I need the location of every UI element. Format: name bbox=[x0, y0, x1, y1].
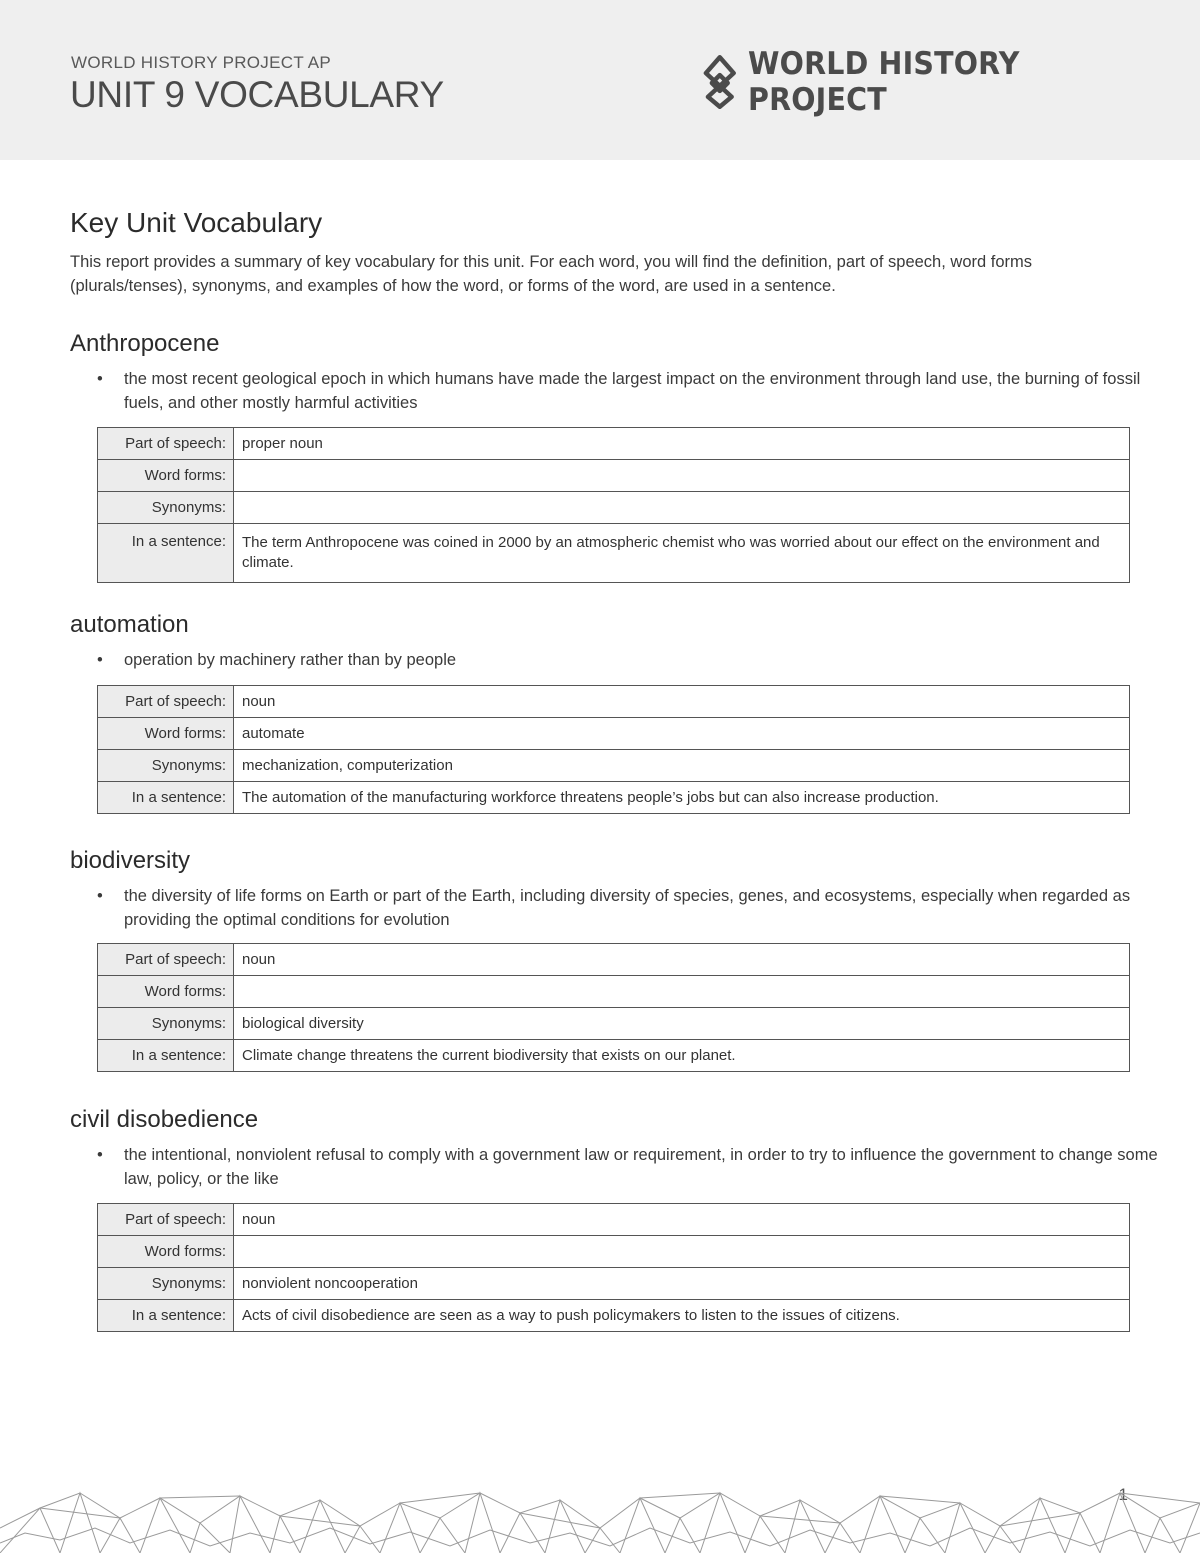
value-part-of-speech: noun bbox=[234, 686, 1130, 718]
label-part-of-speech: Part of speech: bbox=[98, 686, 234, 718]
table-row bbox=[98, 492, 1130, 524]
bullet-icon: • bbox=[97, 887, 103, 905]
definition-text: the diversity of life forms on Earth or part of the Earth, including diversity of species, genes, and ecosystems, especially when regarded as providing the optimal conditions for evolution bbox=[124, 887, 1131, 929]
definition-text: operation by machinery rather than by people bbox=[124, 651, 457, 669]
value-word-forms bbox=[234, 460, 1130, 492]
bullet-icon: • bbox=[97, 651, 103, 669]
table-row bbox=[98, 944, 1130, 976]
label-in-a-sentence: In a sentence: bbox=[98, 1300, 234, 1332]
table-row bbox=[98, 1008, 1130, 1040]
table-row bbox=[98, 1040, 1130, 1072]
page-number: 1 bbox=[1118, 1485, 1128, 1504]
label-in-a-sentence: In a sentence: bbox=[98, 1040, 234, 1072]
label-part-of-speech: Part of speech: bbox=[98, 1204, 234, 1236]
diamond-knot-logo-icon bbox=[700, 53, 740, 111]
value-part-of-speech: proper noun bbox=[234, 428, 1130, 460]
definition-text: the intentional, nonviolent refusal to comply with a government law or requirement, in order to try to influence the government to change some law, policy, or the like bbox=[124, 1146, 1158, 1188]
value-part-of-speech: noun bbox=[234, 1204, 1130, 1236]
label-word-forms: Word forms: bbox=[98, 976, 234, 1008]
vocab-table bbox=[97, 685, 1130, 814]
value-synonyms bbox=[234, 492, 1130, 524]
table-row bbox=[98, 460, 1130, 492]
brand-logo bbox=[700, 46, 1200, 118]
term-definition bbox=[97, 1143, 1164, 1191]
vocab-table bbox=[97, 1203, 1130, 1332]
term-heading: automation bbox=[70, 611, 189, 638]
page-title: Key Unit Vocabulary bbox=[70, 207, 323, 238]
table-row bbox=[98, 1268, 1130, 1300]
value-word-forms: automate bbox=[234, 718, 1130, 750]
label-synonyms: Synonyms: bbox=[98, 492, 234, 524]
term-heading: biodiversity bbox=[70, 847, 191, 874]
label-synonyms: Synonyms: bbox=[98, 1268, 234, 1300]
table-row bbox=[98, 524, 1130, 583]
value-sentence: The term Anthropocene was coined in 2000 by an atmospheric chemist who was worried about our effect on the environment and climate. bbox=[234, 524, 1130, 583]
value-sentence: Acts of civil disobedience are seen as a way to push policymakers to listen to the issues of citizens. bbox=[234, 1300, 1130, 1332]
label-word-forms: Word forms: bbox=[98, 1236, 234, 1268]
label-in-a-sentence: In a sentence: bbox=[98, 782, 234, 814]
label-word-forms: Word forms: bbox=[98, 718, 234, 750]
page-header bbox=[0, 0, 1200, 160]
label-synonyms: Synonyms: bbox=[98, 750, 234, 782]
table-row bbox=[98, 428, 1130, 460]
table-row bbox=[98, 1204, 1130, 1236]
value-synonyms: nonviolent noncooperation bbox=[234, 1268, 1130, 1300]
value-word-forms bbox=[234, 976, 1130, 1008]
label-part-of-speech: Part of speech: bbox=[98, 428, 234, 460]
bullet-icon: • bbox=[97, 1146, 103, 1164]
series-title: WORLD HISTORY PROJECT AP bbox=[71, 53, 332, 72]
table-row bbox=[98, 976, 1130, 1008]
value-synonyms: biological diversity bbox=[234, 1008, 1130, 1040]
intro-paragraph: This report provides a summary of key vocabulary for this unit. For each word, you will find the definition, part of speech, word forms (plurals/tenses), synonyms, and examples of how the word, or forms of the word, are used in a sentence. bbox=[70, 253, 1033, 295]
table-row bbox=[98, 718, 1130, 750]
term-heading: civil disobedience bbox=[70, 1106, 259, 1133]
unit-title: UNIT 9 VOCABULARY bbox=[70, 74, 444, 115]
footer-polygon-pattern bbox=[0, 1488, 1200, 1553]
term-definition bbox=[97, 648, 1164, 672]
table-row bbox=[98, 1300, 1130, 1332]
table-row bbox=[98, 750, 1130, 782]
term-definition bbox=[97, 367, 1164, 415]
label-word-forms: Word forms: bbox=[98, 460, 234, 492]
term-heading: Anthropocene bbox=[70, 330, 220, 357]
label-part-of-speech: Part of speech: bbox=[98, 944, 234, 976]
table-row bbox=[98, 1236, 1130, 1268]
table-row bbox=[98, 782, 1130, 814]
value-sentence: The automation of the manufacturing workforce threatens people’s jobs but can also increase production. bbox=[234, 782, 1130, 814]
value-synonyms: mechanization, computerization bbox=[234, 750, 1130, 782]
vocab-table bbox=[97, 943, 1130, 1072]
term-definition bbox=[97, 884, 1164, 932]
label-synonyms: Synonyms: bbox=[98, 1008, 234, 1040]
vocab-table bbox=[97, 427, 1130, 583]
label-in-a-sentence: In a sentence: bbox=[98, 524, 234, 583]
value-part-of-speech: noun bbox=[234, 944, 1130, 976]
brand-logo-text: WORLD HISTORY PROJECT bbox=[747, 46, 1020, 118]
bullet-icon: • bbox=[97, 370, 103, 388]
table-row bbox=[98, 686, 1130, 718]
definition-text: the most recent geological epoch in which humans have made the largest impact on the environment through land use, the burning of fossil fuels, and other mostly harmful activities bbox=[124, 370, 1141, 412]
value-word-forms bbox=[234, 1236, 1130, 1268]
value-sentence: Climate change threatens the current biodiversity that exists on our planet. bbox=[234, 1040, 1130, 1072]
